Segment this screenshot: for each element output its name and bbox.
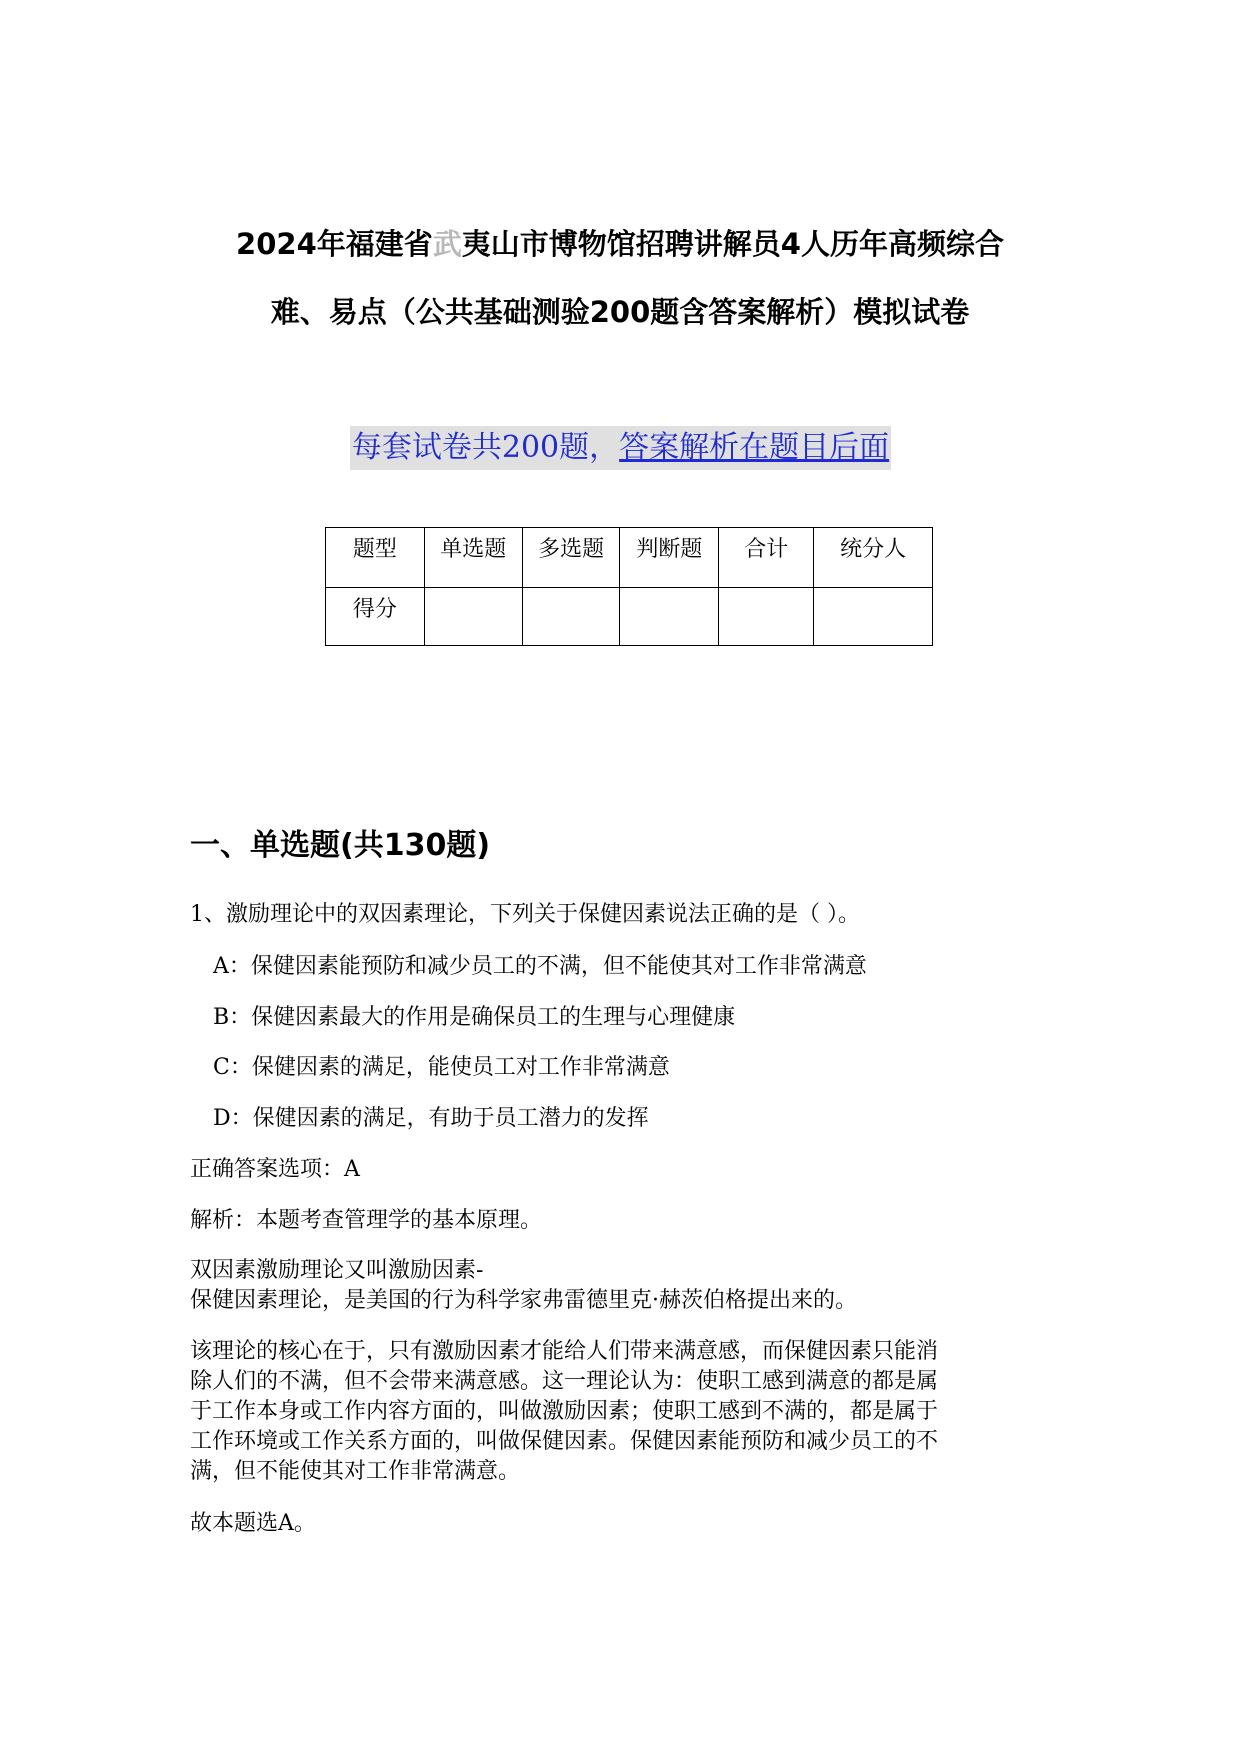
section-heading: 一、单选题(共130题) xyxy=(190,828,491,863)
analysis-paragraph-2-line: 满，但不能使其对工作非常满意。 xyxy=(190,1459,521,1484)
analysis-paragraph-1-line-1: 双因素激励理论又叫激励因素- xyxy=(190,1258,484,1283)
score-cell xyxy=(424,588,522,646)
subtitle-link[interactable]: 答案解析在题目后面 xyxy=(619,430,890,465)
analysis-paragraph-2-line: 于工作本身或工作内容方面的，叫做激励因素；使职工感到不满的，都是属于 xyxy=(190,1399,939,1424)
correct-answer: 正确答案选项：A xyxy=(190,1157,360,1182)
score-cell xyxy=(719,588,814,646)
title-part-c: 夷山市博物馆招聘讲解员4人历年高频综合 xyxy=(461,227,1004,261)
title-line-1 xyxy=(180,210,1060,278)
question-stem: 1、激励理论中的双因素理论，下列关于保健因素说法正确的是（ ）。 xyxy=(190,902,860,927)
score-table-header-row xyxy=(326,528,933,588)
option-d: D：保健因素的满足，有助于员工潜力的发挥 xyxy=(213,1106,649,1131)
subtitle xyxy=(350,426,891,470)
option-c: C：保健因素的满足，能使员工对工作非常满意 xyxy=(213,1055,670,1080)
score-cell xyxy=(620,588,719,646)
analysis-paragraph-1-line-2: 保健因素理论，是美国的行为科学家弗雷德里克·赫茨伯格提出来的。 xyxy=(190,1288,857,1313)
analysis-paragraph-2-line: 工作环境或工作关系方面的，叫做保健因素。保健因素能预防和减少员工的不 xyxy=(190,1429,939,1454)
score-table-header: 题型 xyxy=(326,528,425,588)
score-cell xyxy=(522,588,620,646)
conclusion: 故本题选A。 xyxy=(190,1511,316,1536)
score-row-label: 得分 xyxy=(326,588,425,646)
score-table-header: 统分人 xyxy=(814,528,933,588)
score-table-header: 判断题 xyxy=(620,528,719,588)
analysis-paragraph-2-line: 该理论的核心在于，只有激励因素才能给人们带来满意感，而保健因素只能消 xyxy=(190,1339,939,1364)
title-part-b: 武 xyxy=(432,227,462,261)
title-part-a: 2024年福建省 xyxy=(236,227,433,261)
score-table-header: 单选题 xyxy=(424,528,522,588)
score-table-header: 多选题 xyxy=(522,528,620,588)
analysis-intro: 解析：本题考查管理学的基本原理。 xyxy=(190,1208,543,1233)
title-line-2: 难、易点（公共基础测验200题含答案解析）模拟试卷 xyxy=(270,295,970,329)
score-table-row xyxy=(326,588,933,646)
subtitle-wrapper xyxy=(0,426,1241,470)
score-table-header: 合计 xyxy=(719,528,814,588)
score-table xyxy=(325,527,933,646)
option-a: A：保健因素能预防和减少员工的不满，但不能使其对工作非常满意 xyxy=(213,954,867,979)
document-title xyxy=(180,210,1060,346)
analysis-paragraph-2-line: 除人们的不满，但不会带来满意感。这一理论认为：使职工感到满意的都是属 xyxy=(190,1369,939,1394)
option-b: B：保健因素最大的作用是确保员工的生理与心理健康 xyxy=(213,1005,736,1030)
score-cell xyxy=(814,588,933,646)
subtitle-plain: 每套试卷共200题， xyxy=(351,430,620,465)
